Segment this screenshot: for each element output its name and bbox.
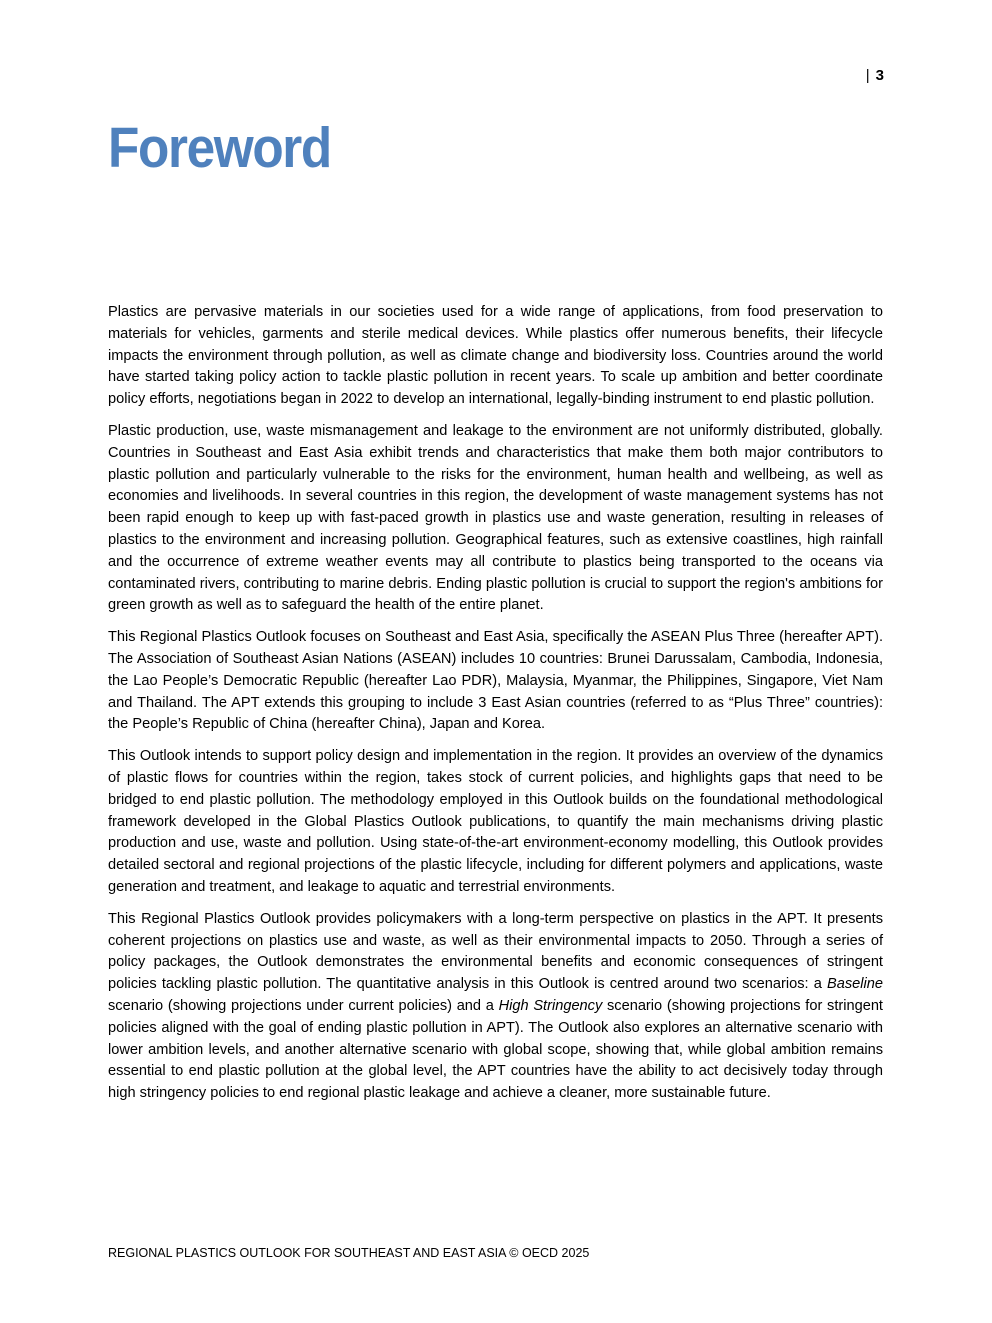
page-footer: REGIONAL PLASTICS OUTLOOK FOR SOUTHEAST AND EAST ASIA © OECD 2025 [108,1246,590,1260]
paragraph-2: Plastic production, use, waste mismanagement and leakage to the environment are not uniformly distributed, globally. Countries in Southeast and East Asia exhibit trends and characteristics that make them both major contributors to plastic pollution and particularly vulnerable to the risks for the environment, human health and wellbeing, as well as economies and livelihoods. In several countries in this region, the development of waste management systems has not been rapid enough to keep up with fast-paced growth in plastics use and waste generation, resulting in releases of plastics to the environment and increasing pollution. Geographical features, such as extensive coastlines, high rainfall and the occurrence of extreme weather events may all contribute to plastics being transported to the oceans via contaminated rivers, contributing to marine debris. Ending plastic pollution is crucial to support the region's ambitions for green growth as well as to safeguard the health of the entire planet. [108,422,883,614]
paragraph-5-text-1: This Regional Plastics Outlook provides policymakers with a long-term perspective on plastics in the APT. It presents coherent projections on plastics use and waste, as well as their environmental impacts to 2050. Through a series of policy packages, the Outlook demonstrates the environmental benefits and economic consequences of stringent policies tackling plastic pollution. The quantitative analysis in this Outlook is centred around two scenarios: a [108,910,883,993]
page-number [866,66,884,86]
page-number-separator: | [865,67,870,84]
foreword-body [108,302,883,1115]
page-title: Foreword [108,116,331,180]
paragraph-3: This Regional Plastics Outlook focuses on Southeast and East Asia, specifically the ASEAN Plus Three (hereafter APT). The Association of Southeast Asian Nations (ASEAN) includes 10 countries: Brunei Darussalam, Cambodia, Indonesia, the Lao People’s Democratic Republic (hereafter Lao PDR), Malaysia, Myanmar, the Philippines, Singapore, Viet Nam and Thailand. The APT extends this grouping to include 3 East Asian countries (referred to as “Plus Three” countries): the People’s Republic of China (hereafter China), Japan and Korea. [108,629,883,733]
baseline-scenario-term: Baseline [827,976,883,993]
page-number-value: 3 [875,67,884,84]
paragraph-5-text-3: scenario (showing projections for stringent policies aligned with the goal of ending plastic pollution in APT). The Outlook also explores an alternative scenario with lower ambition levels, and another alternative scenario with global scope, showing that, while global ambition remains essential to end plastic pollution at the global level, the APT countries have the ability to act decisively today through high stringency policies to end regional plastic leakage and achieve a cleaner, more sustainable future. [108,997,883,1102]
paragraph-5-text-2: scenario (showing projections under current policies) and a [108,997,499,1014]
high-stringency-scenario-term: High Stringency [498,997,603,1014]
paragraph-5 [108,909,883,1105]
paragraph-1: Plastics are pervasive materials in our societies used for a wide range of applications, from food preservation to materials for vehicles, garments and sterile medical devices. While plastics offer numerous benefits, their lifecycle impacts the environment through pollution, as well as climate change and biodiversity loss. Countries around the world have started taking policy action to tackle plastic pollution in recent years. To scale up ambition and better coordinate policy efforts, negotiations began in 2022 to develop an international, legally-binding instrument to end plastic pollution. [108,304,883,408]
paragraph-4: This Outlook intends to support policy design and implementation in the region. It provides an overview of the dynamics of plastic flows for countries within the region, takes stock of current policies, and highlights gaps that need to be bridged to end plastic pollution. The methodology employed in this Outlook builds on the foundational methodological framework developed in the Global Plastics Outlook publications, to quantify the main mechanisms driving plastic production and use, waste and pollution. Using state-of-the-art environment-economy modelling, this Outlook provides detailed sectoral and regional projections of the plastic lifecycle, including for different polymers and applications, waste generation and treatment, and leakage to aquatic and terrestrial environments. [108,748,883,895]
